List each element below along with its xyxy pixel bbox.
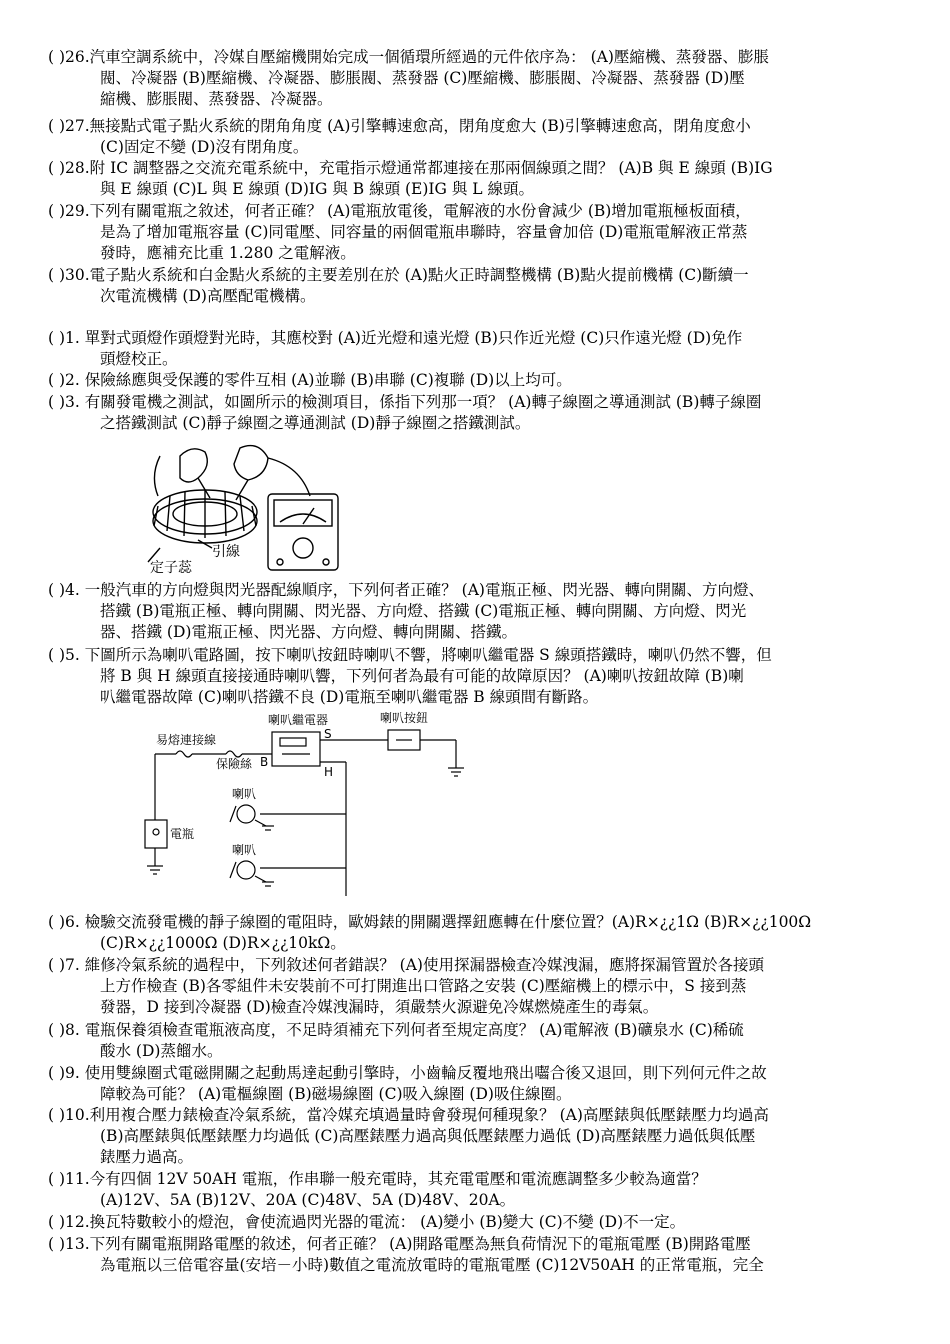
question-4 [48,580,908,643]
question-26 [48,47,908,110]
question-continuation: 發時，應補充比重 1.280 之電解液。 [100,244,356,262]
question-continuation: 器、搭鐵 (D)電瓶正極、閃光器、方向燈、轉向開關、搭鐵。 [100,623,517,641]
question-continuation: 是為了增加電瓶容量 (C)同電壓、同容量的兩個電瓶串聯時，容量會加倍 (D)電瓶電解液正常蒸 [100,223,748,241]
question-28 [48,158,908,200]
question-6 [48,912,908,954]
question-1 [48,328,908,370]
question-stem: ( )10.利用複合壓力錶檢查冷氣系統，當冷媒充填過量時會發現何種現象？ (A)高壓錶與低壓錶壓力均過高 [48,1106,769,1124]
stator-core-label: 定子蕊 [150,560,192,576]
question-stem: ( )29.下列有關電瓶之敘述，何者正確？ (A)電瓶放電後，電解液的水份會減少 (B)增加電瓶極板面積， [48,202,751,220]
question-8 [48,1020,908,1062]
relay-label: 喇叭繼電器 [268,713,329,727]
question-stem: ( )7. 維修冷氣系統的過程中，下列敘述何者錯誤？ (A)使用探漏器檢查冷媒洩漏，應將探漏管置於各接頭 [48,956,764,974]
question-2 [48,370,908,391]
lead-label: 引線 [212,544,240,560]
horn-label-1: 喇叭 [232,787,257,801]
terminal-b-label: B [260,755,269,769]
question-stem: ( )1. 單對式頭燈作頭燈對光時，其應校對 (A)近光燈和遠光燈 (B)只作近光燈 (C)只作遠光燈 (D)免作 [48,329,743,347]
question-stem: ( )13.下列有關電瓶開路電壓的敘述，何者正確？ (A)開路電壓為無負荷情況下的電瓶電壓 (B)開路電壓 [48,1235,751,1253]
question-continuation: (C)R×¿¿1000Ω (D)R×¿¿10kΩ。 [100,934,346,952]
terminal-s-label: S [324,727,332,741]
question-stem: ( )2. 保險絲應與受保護的零件互相 (A)並聯 (B)串聯 (C)複聯 (D)以上均可。 [48,371,572,389]
question-9 [48,1063,908,1105]
question-continuation: 叭繼電器故障 (C)喇叭搭鐵不良 (D)電瓶至喇叭繼電器 B 線頭間有斷路。 [100,688,599,706]
question-continuation: 之搭鐵測試 (C)靜子線圈之導通測試 (D)靜子線圈之搭鐵測試。 [100,414,531,432]
question-stem: ( )27.無接點式電子點火系統的閉角角度 (A)引擎轉速愈高，閉角度愈大 (B)引擎轉速愈高，閉角度愈小 [48,117,751,135]
stator-test-figure [140,436,360,576]
question-stem: ( )11.今有四個 12V 50AH 電瓶，作串聯一般充電時，其充電電壓和電流應調整多少較為適當？ [48,1170,707,1188]
fuse-link-label: 易熔連接線 [156,733,217,747]
question-continuation: 頭燈校正。 [100,350,178,368]
question-stem: ( )5. 下圖所示為喇叭電路圖，按下喇叭按鈕時喇叭不響，將喇叭繼電器 S 線頭搭鐵時，喇叭仍然不響，但 [48,646,772,664]
question-stem: ( )26.汽車空調系統中，冷媒自壓縮機開始完成一個循環所經過的元件依序為： (A)壓縮機、蒸發器、膨脹 [48,48,769,66]
question-stem: ( )12.換瓦特數較小的燈泡，會使流過閃光器的電流： (A)變小 (B)變大 (C)不變 (D)不一定。 [48,1213,686,1231]
question-29 [48,201,908,264]
question-10 [48,1105,908,1168]
question-7 [48,955,908,1018]
question-27 [48,116,908,158]
question-continuation: (A)12V、5A (B)12V、20A (C)48V、5A (D)48V、20A。 [100,1191,516,1209]
question-continuation: 搭鐵 (B)電瓶正極、轉向開關、閃光器、方向燈、搭鐵 (C)電瓶正極、轉向開關、方向燈、閃光 [100,602,747,620]
question-continuation: 錶壓力過高。 [100,1148,194,1166]
question-11 [48,1169,908,1211]
question-continuation: 發器，D 接到冷凝器 (D)檢查冷媒洩漏時，須嚴禁火源避免冷媒燃燒產生的毒氣。 [100,998,659,1016]
terminal-h-label: H [324,765,334,779]
question-continuation: 障較為可能？ (A)電樞線圈 (B)磁場線圈 (C)吸入線圈 (D)吸住線圈。 [100,1085,572,1103]
question-stem: ( )8. 電瓶保養須檢查電瓶液高度，不足時須補充下列何者至規定高度？ (A)電解液 (B)礦泉水 (C)稀硫 [48,1021,744,1039]
question-continuation: 為電瓶以三倍電容量(安培－小時)數值之電流放電時的電瓶電壓 (C)12V50AH 的正常電瓶，完全 [100,1256,764,1274]
horn-label-2: 喇叭 [232,843,257,857]
question-continuation: 縮機、膨脹閥、蒸發器、冷凝器。 [100,90,333,108]
question-continuation: 次電流機構 (D)高壓配電機構。 [100,287,316,305]
question-12 [48,1212,908,1233]
question-continuation: 酸水 (D)蒸餾水。 [100,1042,223,1060]
question-3 [48,392,908,434]
question-5 [48,645,908,708]
question-continuation: (C)固定不變 (D)沒有閉角度。 [100,138,309,156]
question-stem: ( )6. 檢驗交流發電機的靜子線圈的電阻時，歐姆錶的開關選擇鈕應轉在什麼位置？(A)R×¿¿1Ω (B)R×¿¿100Ω [48,913,812,931]
question-continuation: 將 B 與 H 線頭直接接通時喇叭響，下列何者為最有可能的故障原因？ (A)喇叭按鈕故障 (B)喇 [100,667,744,685]
question-stem: ( )9. 使用雙線圈式電磁開關之起動馬達起動引擎時，小齒輪反覆地飛出囓合後又退回，則下列何元件之故 [48,1064,767,1082]
question-stem: ( )4. 一般汽車的方向燈與閃光器配線順序，下列何者正確？ (A)電瓶正極、閃光器、轉向開關、方向燈、 [48,581,764,599]
question-13 [48,1234,908,1276]
question-stem: ( )3. 有關發電機之測試，如圖所示的檢測項目，係指下列那一項？ (A)轉子線圈之導通測試 (B)轉子線圈 [48,393,762,411]
horn-circuit-figure [140,710,470,906]
question-30 [48,265,908,307]
fuse-label: 保險絲 [216,757,253,771]
question-continuation: (B)高壓錶與低壓錶壓力均過低 (C)高壓錶壓力過高與低壓錶壓力過低 (D)高壓錶壓力過低與低壓 [100,1127,756,1145]
question-continuation: 上方作檢查 (B)各零組件未安裝前不可打開進出口管路之安裝 (C)壓縮機上的標示中，S 接到蒸 [100,977,747,995]
question-stem: ( )30.電子點火系統和白金點火系統的主要差別在於 (A)點火正時調整機構 (B)點火提前機構 (C)斷續一 [48,266,749,284]
battery-label: 電瓶 [170,827,195,841]
question-stem: ( )28.附 IC 調整器之交流充電系統中，充電指示燈通常都連接在那兩個線頭之間？ (A)B 與 E 線頭 (B)IG [48,159,773,177]
question-continuation: 與 E 線頭 (C)L 與 E 線頭 (D)IG 與 B 線頭 (E)IG 與 L 線頭。 [100,180,534,198]
horn-button-label: 喇叭按鈕 [380,711,429,725]
question-continuation: 閥、冷凝器 (B)壓縮機、冷凝器、膨脹閥、蒸發器 (C)壓縮機、膨脹閥、冷凝器、蒸發器 (D)壓 [100,69,745,87]
